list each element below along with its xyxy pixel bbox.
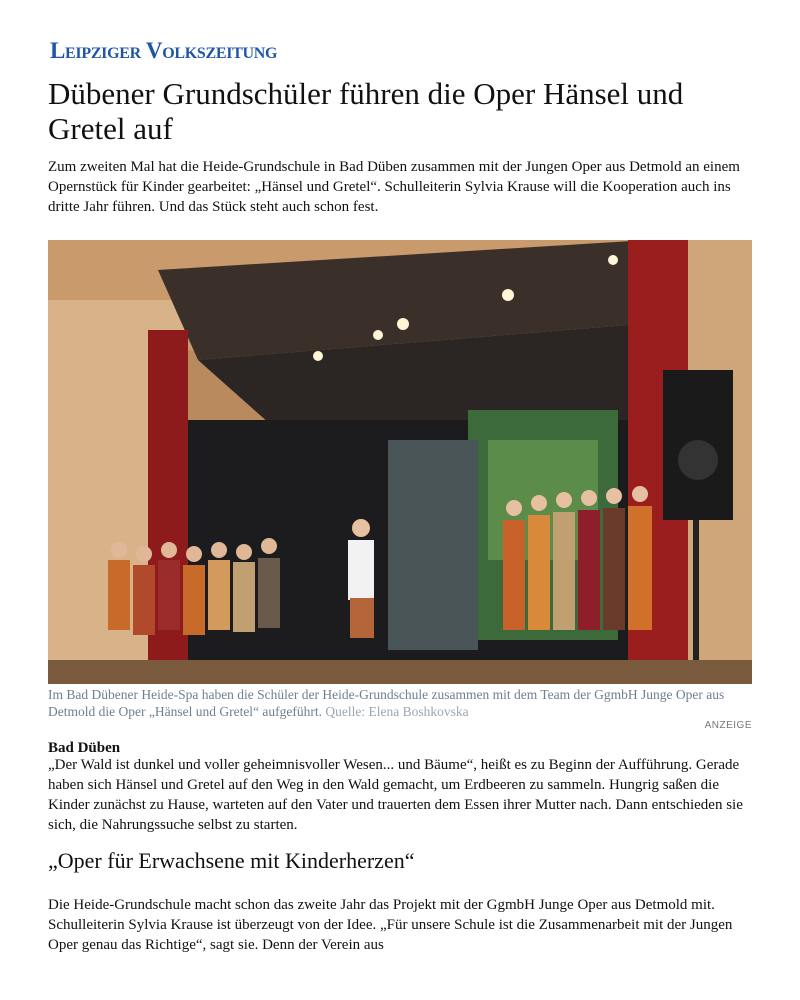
photo-caption bbox=[48, 686, 753, 720]
newspaper-logo[interactable]: Leipziger Volkszeitung bbox=[50, 38, 278, 63]
caption-text: Im Bad Dübener Heide-Spa haben die Schüler der Heide-Grundschule zusammen mit dem Team der GgmbH Junge Oper aus Detmold die Oper „Hänsel und Gretel“ aufgeführt. bbox=[48, 687, 725, 719]
caption-source: Quelle: Elena Boshkovska bbox=[325, 704, 469, 719]
article-headline: Dübener Grundschüler führen die Oper Hänsel und Gretel auf bbox=[48, 76, 684, 146]
body-paragraph-1: „Der Wald ist dunkel und voller geheimnisvoller Wesen... und Bäume“, heißt es zu Beginn der Aufführung. Gerade haben sich Hänsel und Gretel auf den Weg in den Wald gemacht, um Erdbeeren zu sammeln. Hungrig saßen die Kinder zunächst zu Hause, warteten auf den Vater und trauerten dem Essen ihrer Mutter nach. Dann entschieden sie sich, die Nahrungssuche selbst zu starten. bbox=[48, 757, 743, 833]
ad-label: ANZEIGE bbox=[704, 720, 752, 731]
article-photo[interactable] bbox=[48, 240, 752, 684]
article-subheading: „Oper für Erwachsene mit Kinderherzen“ bbox=[48, 848, 415, 873]
body-paragraph-2: Die Heide-Grundschule macht schon das zweite Jahr das Projekt mit der GgmbH Junge Oper aus Detmold mit. Schulleiterin Sylvia Krause ist überzeugt von der Idee. „Für unsere Schule ist die Zusammenarbeit mit der Jungen Oper genau das Richtige“, sagt sie. Denn der Verein aus bbox=[48, 897, 733, 953]
stage-photo-illustration bbox=[48, 240, 752, 684]
article-dateline: Bad Düben bbox=[48, 740, 121, 756]
article-teaser: Zum zweiten Mal hat die Heide-Grundschule in Bad Düben zusammen mit der Jungen Oper aus Detmold an einem Opernstück für Kinder gearbeitet: „Hänsel und Gretel“. Schulleiterin Sylvia Krause will die Kooperation auch ins dritte Jahr führen. Und das Stück steht auch schon fest. bbox=[48, 159, 740, 215]
